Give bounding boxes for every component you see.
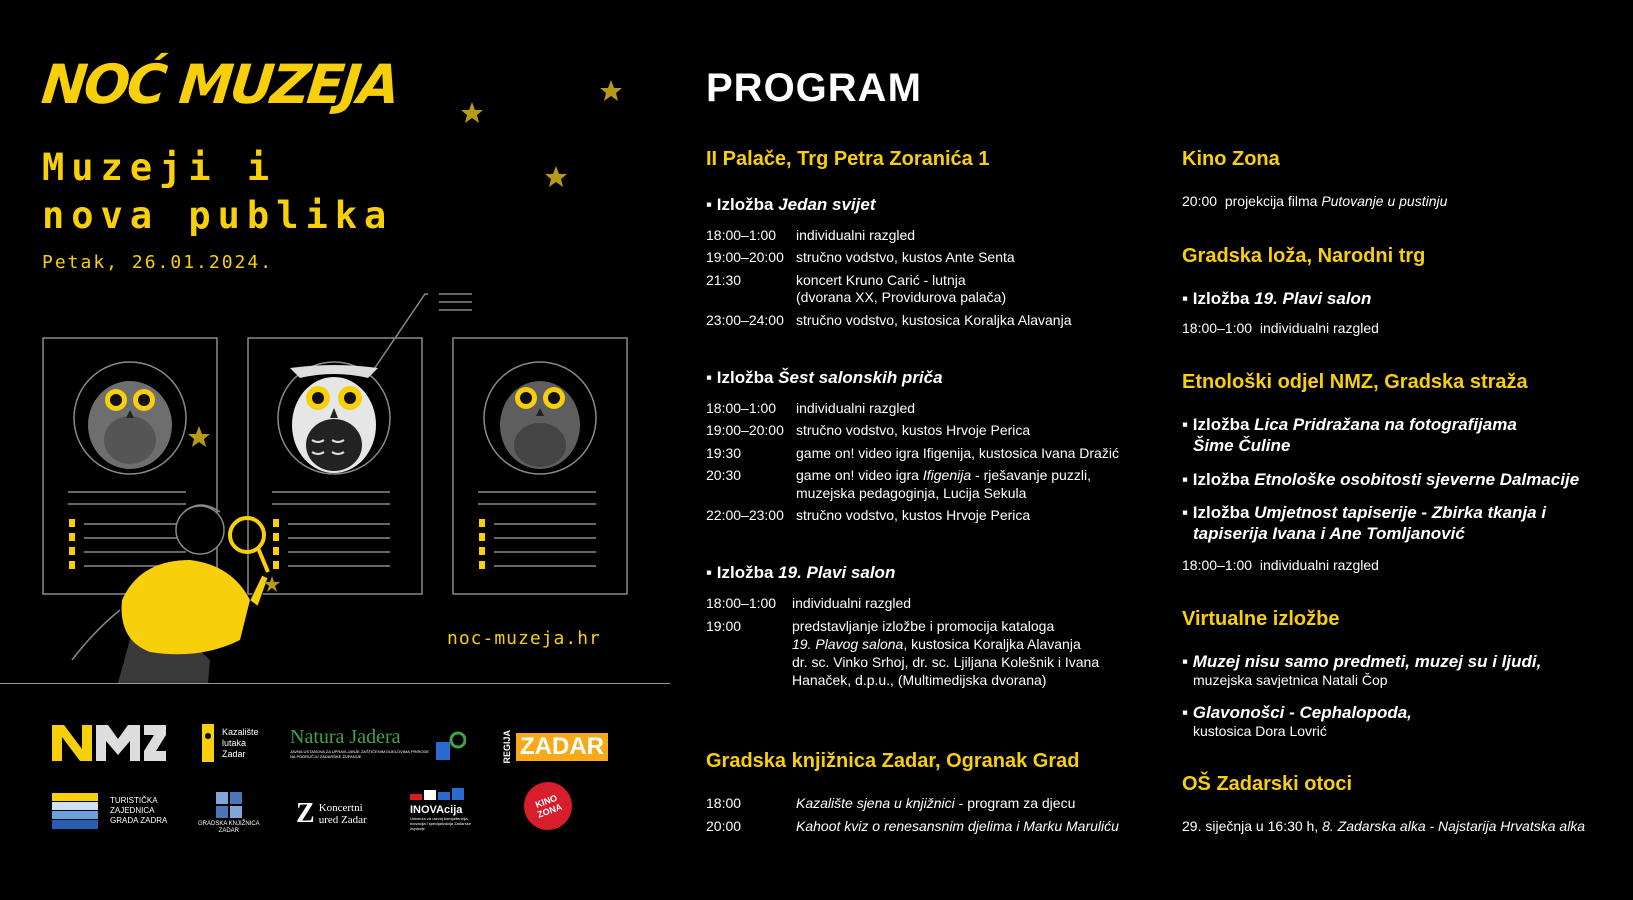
- koncertni-ured-logo: Z Koncertni ured Zadar: [296, 798, 367, 829]
- venue-library: Gradska knjižnica Zadar, Ogranak Grad: [706, 750, 1080, 772]
- kino-row: 20:00 projekcija filma Putovanje u pustinju: [1182, 193, 1448, 209]
- noc-muzeja-logo: NOĆ MUZEJA: [38, 53, 401, 116]
- venue-etnoloski-odjel: Etnološki odjel NMZ, Gradska straža: [1182, 371, 1528, 393]
- exhibition-jedan-svijet: ▪ Izložba Jedan svijet: [706, 195, 876, 214]
- event-date: Petak, 26.01.2024.: [42, 252, 274, 273]
- museum-illustration: [0, 0, 672, 684]
- owl-icon: [88, 381, 172, 469]
- virtual-exhibit-1-author: muzejska savjetnica Natali Čop: [1193, 672, 1388, 688]
- kino-zona-logo: KINO ZONA: [524, 782, 572, 830]
- exhibition-lica-pridrazana-line2: Šime Čuline: [1193, 436, 1291, 455]
- website-url[interactable]: noc-muzeja.hr: [447, 628, 601, 649]
- regija-zadar-logo: REGIJA ZADAR: [502, 730, 608, 764]
- subtitle-line-2: nova publika: [42, 194, 394, 237]
- star-icon: [545, 166, 567, 187]
- turisticka-zajednica-logo: TURISTIČKA ZAJEDNICA GRADA ZADRA: [52, 793, 167, 829]
- virtual-exhibit-2-author: kustosica Dora Lovrić: [1193, 723, 1327, 739]
- star-icon: [188, 426, 210, 447]
- program-title: PROGRAM: [706, 66, 922, 110]
- star-icon: [600, 80, 622, 101]
- exhibition-lica-pridrazana: ▪ Izložba Lica Pridražana na fotografijama: [1182, 415, 1517, 434]
- kazaliste-lutaka-logo: Kazalište lutaka Zadar: [200, 724, 259, 762]
- star-icon: [461, 102, 483, 123]
- natura-emblem-icon: [436, 730, 466, 762]
- venue-palace: II Palače, Trg Petra Zoranića 1: [706, 148, 990, 170]
- inovacija-logo: INOVAcija Univerza za razvoj kompetencija, inovacija i specijalizacija Zadarske županije: [410, 786, 484, 831]
- poster-panel: [0, 0, 672, 900]
- owl-icon: [500, 381, 580, 469]
- gradska-knjiznica-logo: GRADSKA KNJIŽNICA ZADAR: [198, 792, 260, 835]
- virtual-exhibit-2[interactable]: ▪ Glavonošci - Cephalopoda,: [1182, 703, 1412, 722]
- natura-jadera-logo: Natura Jadera JAVNA USTANOVA ZA UPRAVLJANJE ZAŠTIĆENIM DIJELOVIMA PRIRODE NA PODRUČJU ZADARSKE ŽUPANIJE: [290, 726, 430, 759]
- exhibition-umjetnost-tapiserije: ▪ Izložba Umjetnost tapiserije - Zbirka tkanja i: [1182, 503, 1547, 522]
- exhibition-loza-plavi-salon: ▪ Izložba 19. Plavi salon: [1182, 289, 1372, 308]
- subtitle-line-1: Muzeji i: [42, 146, 277, 189]
- venue-gradska-loza: Gradska loža, Narodni trg: [1182, 245, 1426, 267]
- exhibition-umjetnost-tapiserije-line2: tapiserija Ivana i Ane Tomljanović: [1193, 524, 1465, 543]
- exhibition-sest-salonskih-prica: ▪ Izložba Šest salonskih priča: [706, 368, 943, 387]
- venue-virtualne-izlozbe: Virtualne izložbe: [1182, 608, 1340, 630]
- virtual-exhibit-1[interactable]: ▪ Muzej nisu samo predmeti, muzej su i ljudi,: [1182, 652, 1542, 671]
- owl-icon: [290, 365, 378, 473]
- os-row: 29. siječnja u 16:30 h, 8. Zadarska alka - Najstarija Hrvatska alka: [1182, 818, 1586, 834]
- exhibition-etnoloske-osobitosti: ▪ Izložba Etnološke osobitosti sjeverne Dalmacije: [1182, 470, 1580, 489]
- exhibition-plavi-salon: ▪ Izložba 19. Plavi salon: [706, 563, 896, 582]
- venue-os-zadarski-otoci: OŠ Zadarski otoci: [1182, 773, 1353, 795]
- venue-kino-zona: Kino Zona: [1182, 148, 1280, 170]
- etno-row: 18:00–1:00 individualni razgled: [1182, 557, 1379, 573]
- loza-row: 18:00–1:00 individualni razgled: [1182, 320, 1379, 336]
- nmz-logo: [52, 725, 166, 761]
- divider: [0, 683, 670, 684]
